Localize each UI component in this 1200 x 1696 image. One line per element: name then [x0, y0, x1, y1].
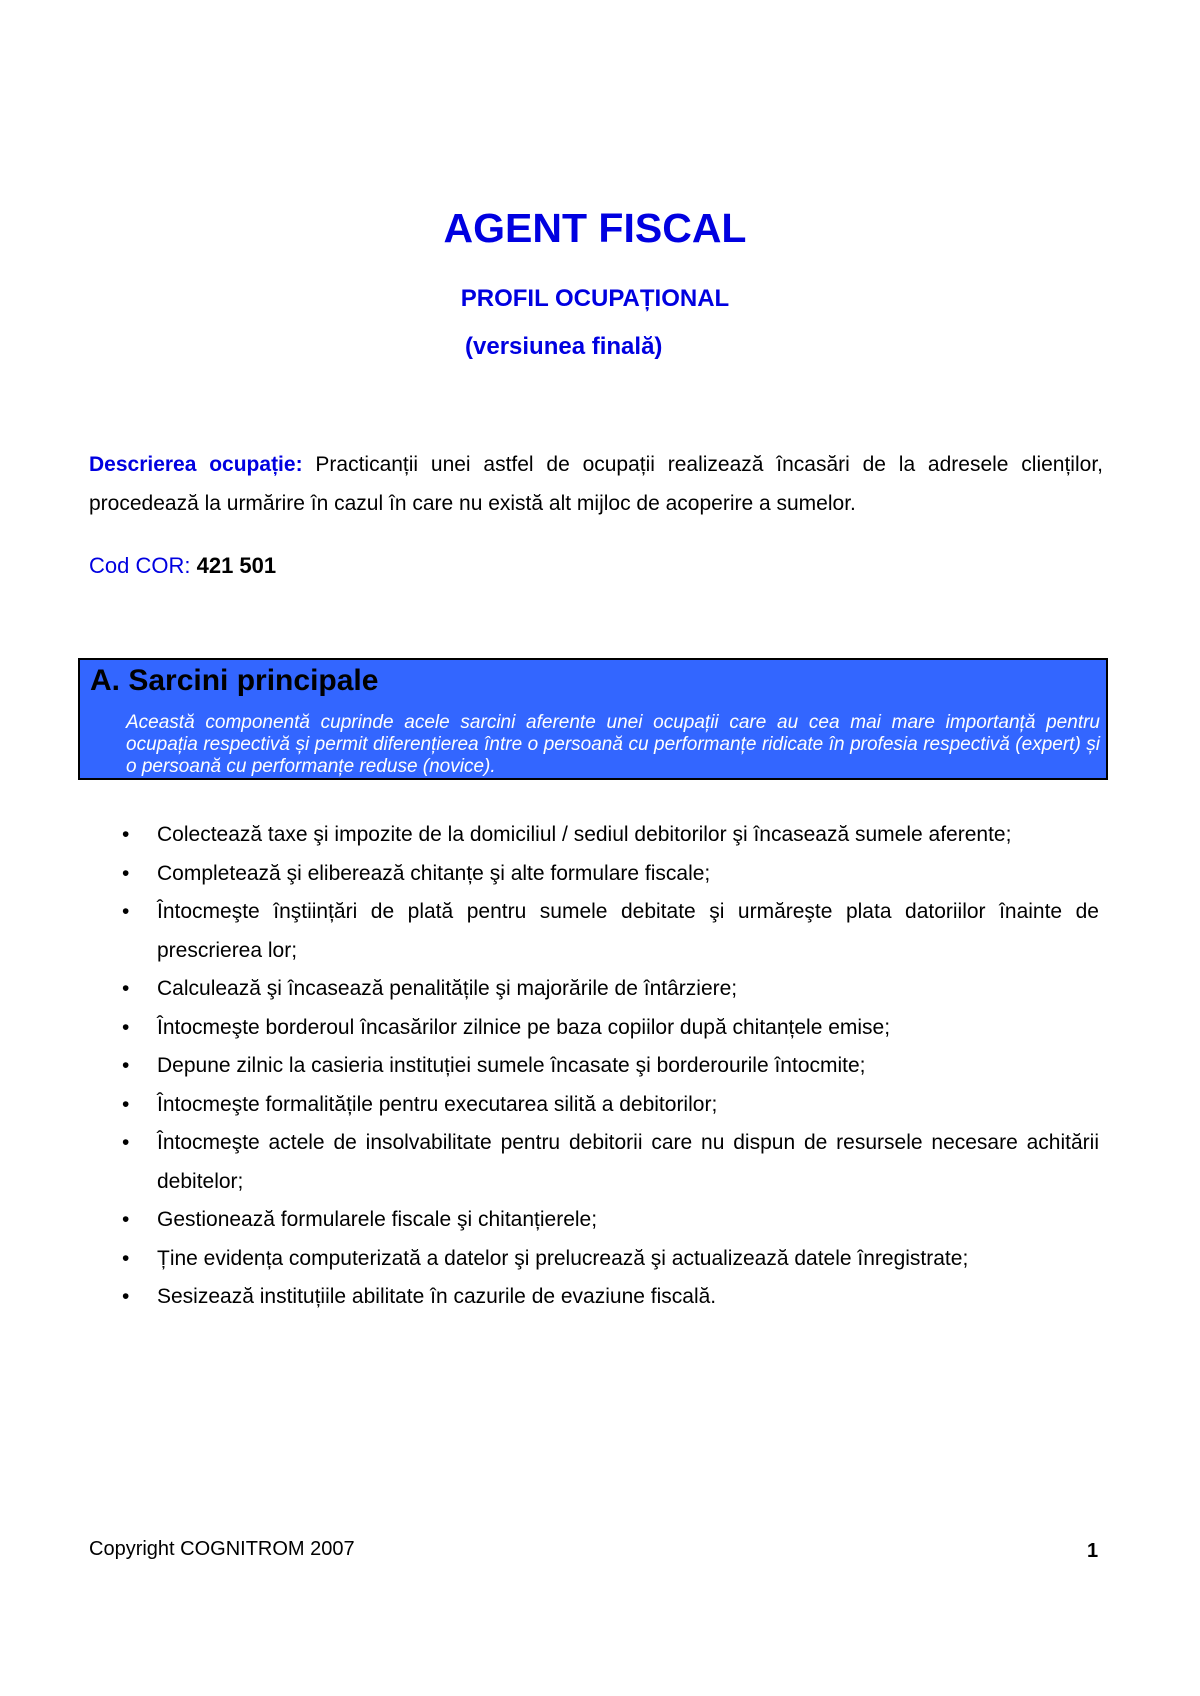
- list-item: [0, 1124, 1099, 1201]
- task-text: Completează şi eliberează chitanțe şi alte formulare fiscale;: [157, 861, 711, 885]
- section-title: A. Sarcini principale: [90, 664, 379, 697]
- bullet-icon: •: [122, 861, 130, 885]
- cod-cor: [89, 553, 276, 579]
- task-text: Întocmeşte formalitățile pentru executarea silită a debitorilor;: [157, 1092, 718, 1116]
- task-text: Întocmeşte borderoul încasărilor zilnice pe baza copiilor după chitanțele emise;: [157, 1015, 891, 1039]
- section-description: Această componentă cuprinde acele sarcini aferente unei ocupații care au cea mai mare importanță pentru ocupația respectivă și permit diferențierea între o persoană cu performanțe ridicate în profesia respectivă (expert) și o persoană cu performanțe reduse (novice).: [126, 712, 1100, 777]
- page-subtitle: PROFIL OCUPAȚIONAL: [460, 285, 730, 312]
- list-item: [0, 816, 1099, 855]
- list-item: [0, 1047, 1099, 1086]
- list-item: [0, 1086, 1099, 1125]
- page-number: 1: [1087, 1540, 1099, 1562]
- task-text: Ține evidența computerizată a datelor şi prelucrează şi actualizează datele înregistrate;: [157, 1246, 969, 1270]
- list-item: [0, 1278, 1099, 1317]
- bullet-icon: •: [122, 823, 130, 846]
- section-header-box: [78, 658, 1108, 780]
- list-item: [0, 893, 1099, 970]
- task-list: [0, 816, 1200, 1317]
- bullet-icon: •: [122, 1092, 130, 1116]
- description-text: Practicanții unei astfel de ocupații realizează încasări de la adresele clienților, procedează la urmărire în cazul în care nu există alt mijloc de acoperire a sumelor.: [89, 453, 1103, 515]
- list-item: [0, 1201, 1099, 1240]
- page-title: AGENT FISCAL: [443, 205, 747, 251]
- bullet-icon: •: [122, 1246, 130, 1270]
- list-item: [0, 855, 1099, 894]
- cod-cor-value: 421 501: [196, 553, 277, 578]
- bullet-icon: •: [122, 1131, 130, 1154]
- task-text: Întocmeşte înştiințări de plată pentru sumele debitate şi urmăreşte plata datoriilor înainte de prescrierea lor;: [157, 900, 1099, 962]
- bullet-icon: •: [122, 900, 130, 923]
- task-text: Întocmeşte actele de insolvabilitate pentru debitorii care nu dispun de resursele necesare achitării debitelor;: [157, 1131, 1099, 1193]
- bullet-icon: •: [122, 1208, 130, 1231]
- bullet-icon: •: [122, 1015, 130, 1039]
- task-text: Gestionează formularele fiscale şi chitanțierele;: [157, 1208, 598, 1231]
- bullet-icon: •: [122, 1054, 130, 1077]
- list-item: [0, 1009, 1099, 1048]
- version-note: (versiunea finală): [465, 333, 663, 360]
- task-text: Colectează taxe şi impozite de la domiciliul / sediul debitorilor şi încasează sumele aferente;: [157, 823, 1012, 846]
- description-label: Descrierea ocupație:: [89, 453, 303, 476]
- list-item: [0, 970, 1099, 1009]
- bullet-icon: •: [122, 1285, 130, 1308]
- bullet-icon: •: [122, 977, 130, 1000]
- cod-cor-label: Cod COR:: [89, 553, 191, 578]
- task-text: Depune zilnic la casieria instituției sumele încasate şi borderourile întocmite;: [157, 1054, 866, 1077]
- list-item: [0, 1240, 1099, 1279]
- task-text: Calculează şi încasează penalitățile şi majorările de întârziere;: [157, 977, 738, 1000]
- task-text: Sesizează instituțiile abilitate în cazurile de evaziune fiscală.: [157, 1285, 717, 1308]
- occupation-description: [89, 445, 1103, 523]
- copyright-footer: Copyright COGNITROM 2007: [89, 1538, 355, 1560]
